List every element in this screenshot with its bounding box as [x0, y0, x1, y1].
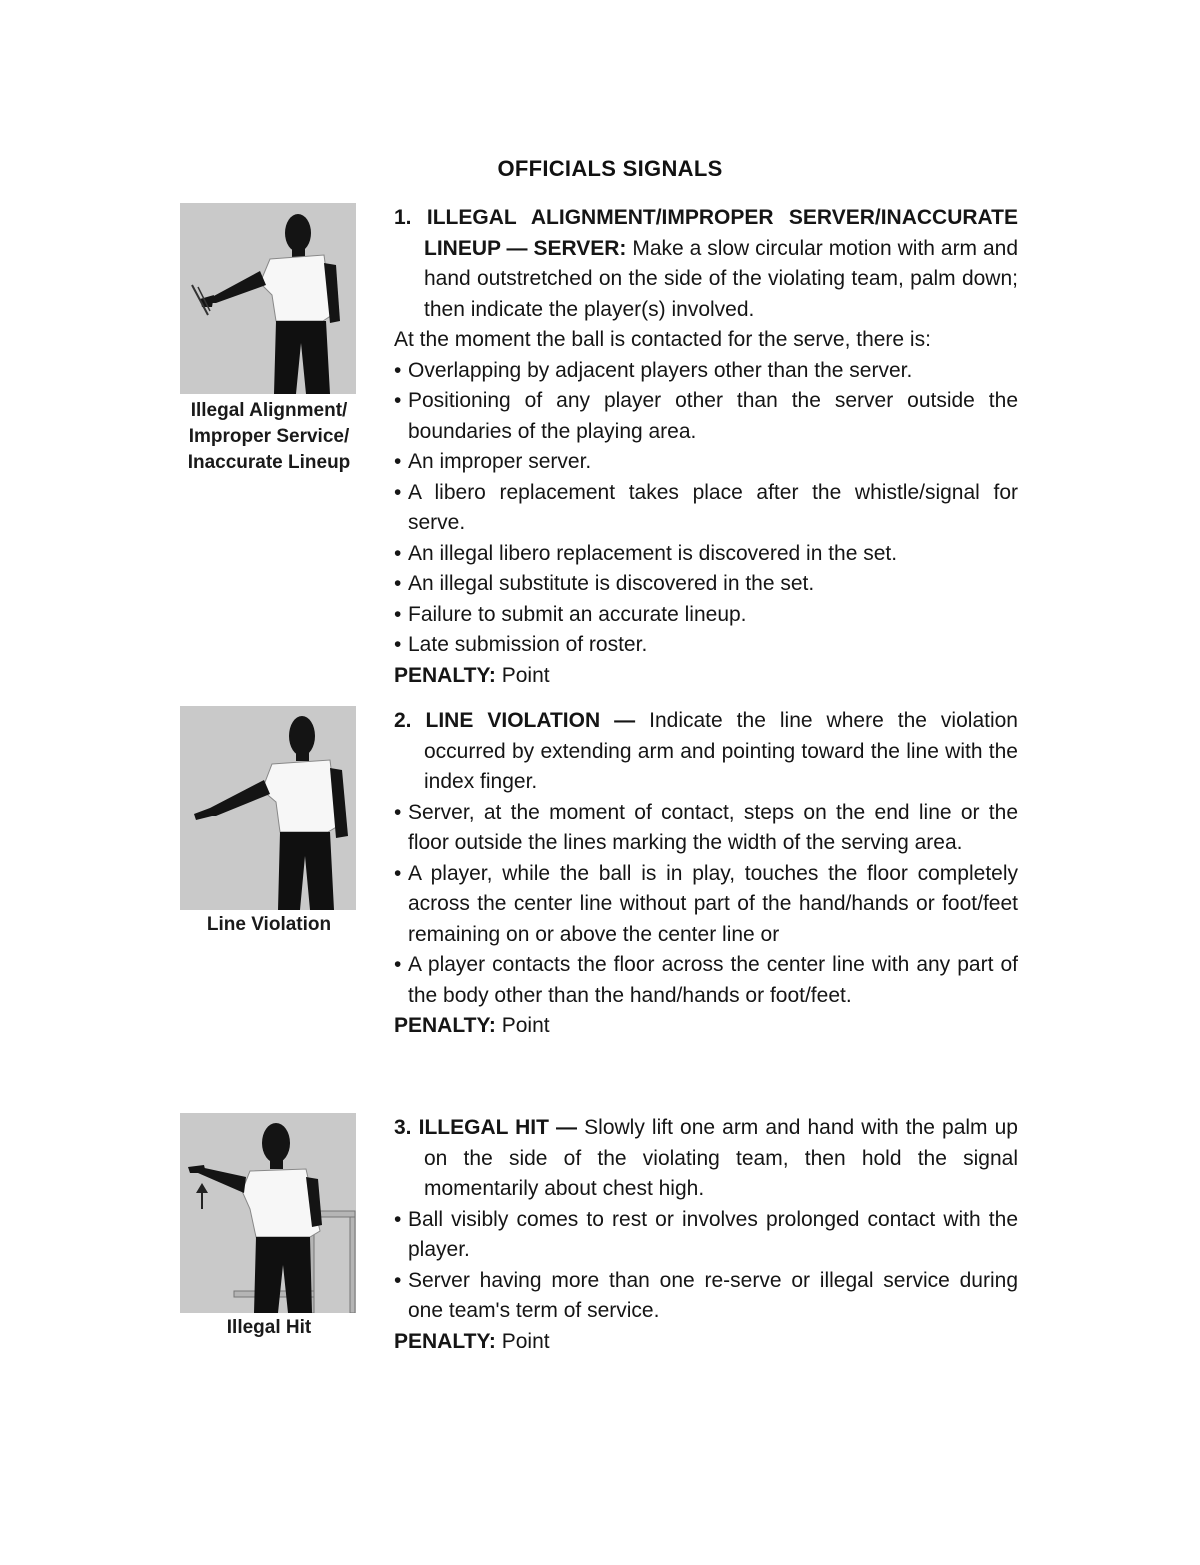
list-item: • A player, while the ball is in play, touches the floor completely across the center line without part of the hand/hands or foot/feet remaining on or above the center line or — [394, 861, 1018, 946]
list-item: • An illegal substitute is discovered in the set. — [394, 572, 815, 595]
signal-penalty — [394, 1011, 1018, 1042]
signal-intro: At the moment the ball is contacted for the serve, there is: — [394, 328, 931, 351]
penalty-label: PENALTY: — [394, 1329, 496, 1353]
signal-caption: Illegal Hit — [226, 1317, 312, 1338]
list-item: • A player contacts the floor across the center line with any part of the body other than the hand/hands or foot/feet. — [394, 953, 1018, 1007]
signal-description — [394, 203, 1018, 691]
signal-heading — [394, 1113, 1018, 1205]
signal-heading — [394, 203, 1018, 325]
signal-bullet-list — [394, 356, 1018, 661]
signal-heading-bold: LINE VIOLATION — — [425, 709, 636, 732]
signal-penalty — [394, 1327, 1018, 1358]
list-item: • Overlapping by adjacent players other than the server. — [394, 358, 913, 382]
signal-number: 3. — [394, 1116, 412, 1139]
illegal-alignment-photo — [180, 203, 356, 394]
signal-caption: Illegal Alignment/ Improper Service/ Inaccurate Lineup — [187, 400, 351, 473]
penalty-label: PENALTY: — [394, 663, 496, 687]
list-item: • Failure to submit an accurate lineup. — [394, 602, 747, 626]
signal-number: 2. — [394, 709, 412, 732]
signal-heading-text: Indicate the line where the violation occurred by extending arm and pointing toward the line with the index finger. — [424, 709, 1018, 793]
list-item: • Ball visibly comes to rest or involves prolonged contact with the player. — [394, 1207, 1018, 1261]
signal-description — [394, 706, 1018, 1042]
signal-heading — [394, 706, 1018, 798]
signal-caption: Line Violation — [206, 914, 332, 935]
list-item: • Server, at the moment of contact, steps on the end line or the floor outside the lines marking the width of the serving area. — [394, 800, 1018, 854]
signal-heading-text: Make a slow circular motion with arm and hand outstretched on the side of the violating team, palm down; then indicate the player(s) involved. — [424, 236, 1018, 321]
penalty-value: Point — [501, 1329, 550, 1353]
signal-heading-bold: ILLEGAL ALIGNMENT/IMPROPER SERVER/INACCURATE LINEUP — SERVER: — [424, 206, 1018, 260]
list-item: • Server having more than one re-serve or illegal service during one team's term of service. — [394, 1268, 1018, 1322]
list-item: • Late submission of roster. — [394, 633, 648, 656]
signal-figure — [180, 203, 358, 476]
illegal-hit-photo — [180, 1113, 356, 1313]
signal-heading-text: Slowly lift one arm and hand with the palm up on the side of the violating team, then hold the signal momentarily about chest high. — [424, 1116, 1018, 1200]
list-item: • An improper server. — [394, 450, 592, 473]
signal-bullet-list — [394, 798, 1018, 1012]
list-item: • An illegal libero replacement is discovered in the set. — [394, 541, 898, 565]
signal-penalty — [394, 661, 1018, 692]
page-title: OFFICIALS SIGNALS — [497, 156, 723, 181]
signal-heading-bold: ILLEGAL HIT — — [418, 1116, 578, 1139]
signal-number: 1. — [394, 206, 412, 229]
signal-figure — [180, 1113, 358, 1341]
list-item: • A libero replacement takes place after the whistle/signal for serve. — [394, 480, 1018, 534]
signal-figure — [180, 706, 358, 938]
penalty-value: Point — [501, 1014, 550, 1037]
line-violation-photo — [180, 706, 356, 910]
signal-bullet-list — [394, 1205, 1018, 1327]
penalty-label: PENALTY: — [394, 1014, 496, 1037]
signal-description — [394, 1113, 1018, 1357]
penalty-value: Point — [501, 663, 550, 687]
list-item: • Positioning of any player other than the server outside the boundaries of the playing area. — [394, 389, 1018, 443]
